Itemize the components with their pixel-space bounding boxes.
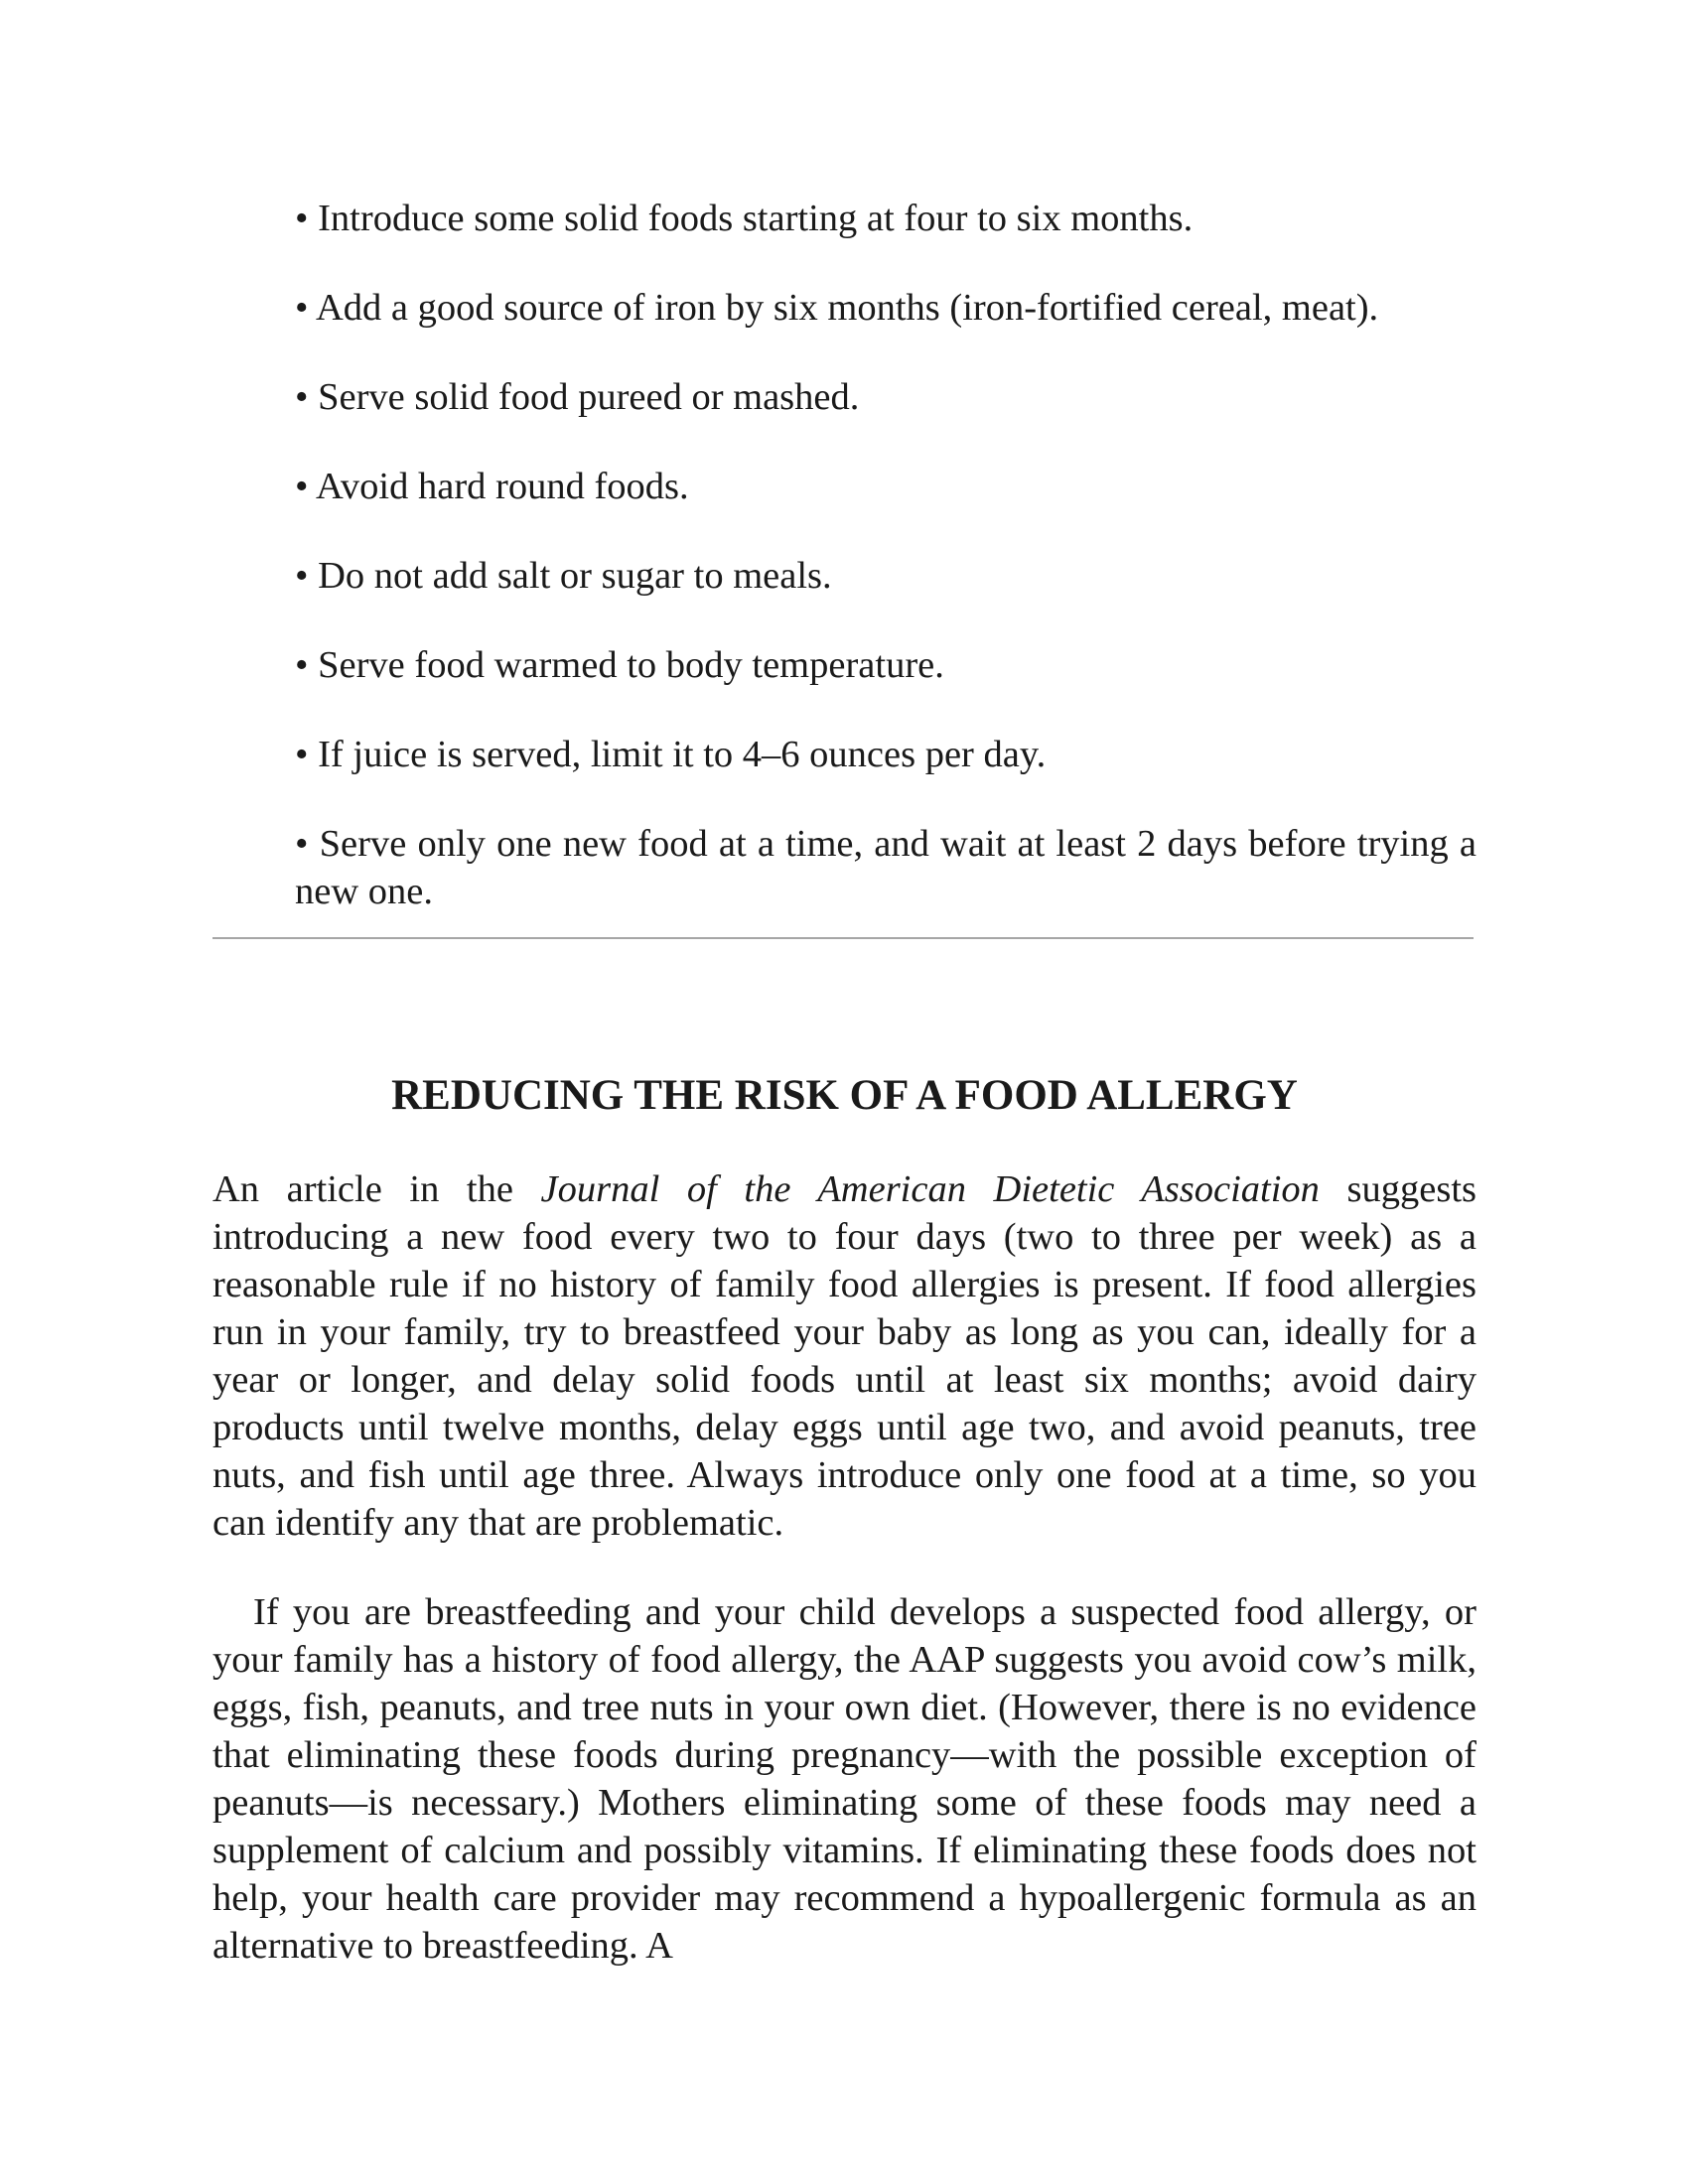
- paragraph-text: suggests introducing a new food every two to four days (two to three per week) as a reasonable rule if no history of family food allergies is present. If food allergies run in your family, try to breastfeed your baby as long as you can, ideally for a year or longer, and delay solid foods until at least six months; avoid dairy products until twelve months, delay eggs until age two, and avoid peanuts, tree nuts, and fish until age three. Always introduce only one food at a time, so you can identify any that are problematic.: [212, 1168, 1477, 1544]
- list-item: • If juice is served, limit it to 4–6 ounces per day.: [295, 734, 1047, 775]
- paragraph-text: An article in the: [212, 1168, 541, 1210]
- paragraph: If you are breastfeeding and your child develops a suspected food allergy, or your family has a history of food allergy, the AAP suggests you avoid cow’s milk, eggs, fish, peanuts, and tree nuts in your own diet. (However, there is no evidence that eliminating these foods during pregnancy—with the possible exception of peanuts—is necessary.) Mothers eliminating some of these foods may need a supplement of calcium and possibly vitamins. If eliminating these foods does not help, your health care provider may recommend a hypoallergenic formula as an alternative to breastfeeding. A: [212, 1591, 1477, 1967]
- paragraph: [212, 1165, 1477, 1547]
- list-item: • Serve food warmed to body temperature.: [295, 644, 944, 686]
- journal-title: Journal of the American Dietetic Association: [540, 1168, 1320, 1210]
- list-item: • Add a good source of iron by six months (iron-fortified cereal, meat).: [295, 287, 1379, 329]
- list-item: • Introduce some solid foods starting at four to six months.: [295, 198, 1194, 239]
- section-heading: REDUCING THE RISK OF A FOOD ALLERGY: [391, 1072, 1298, 1119]
- list-item: • Do not add salt or sugar to meals.: [295, 555, 832, 597]
- feeding-guidelines-list: [295, 195, 1477, 915]
- list-item: • Avoid hard round foods.: [295, 466, 689, 507]
- list-item: • Serve only one new food at a time, and wait at least 2 days before trying a new one.: [295, 823, 1477, 912]
- list-item: • Serve solid food pureed or mashed.: [295, 376, 860, 418]
- section-divider: [212, 937, 1474, 939]
